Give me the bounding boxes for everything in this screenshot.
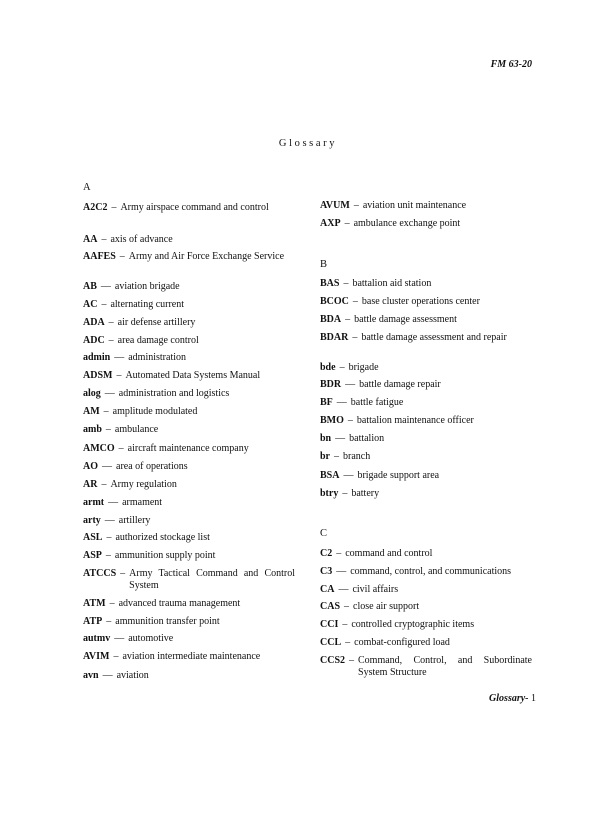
entry-definition: area damage control xyxy=(117,335,199,346)
entry-head xyxy=(320,488,351,499)
glossary-entry xyxy=(83,479,177,491)
entry-separator: — xyxy=(102,461,112,472)
entry-head xyxy=(320,218,354,229)
entry-definition: air defense artillery xyxy=(117,317,196,328)
entry-separator: – xyxy=(118,443,124,454)
entry-head xyxy=(320,451,343,462)
entry-definition: armament xyxy=(122,497,163,508)
entry-definition: command, control, and communications xyxy=(350,566,512,577)
entry-abbreviation: AVUM xyxy=(320,200,350,211)
entry-head xyxy=(83,352,128,363)
entry-separator: — xyxy=(336,566,347,577)
footer-label: Glossary- xyxy=(489,693,529,704)
entry-definition: base cluster operations center xyxy=(361,296,480,307)
entry-separator: – xyxy=(120,568,126,579)
entry-separator: — xyxy=(114,352,125,363)
entry-abbreviation: admin xyxy=(83,352,111,363)
entry-head xyxy=(83,461,116,472)
entry-separator: – xyxy=(111,202,117,213)
entry-head xyxy=(83,651,122,662)
entry-abbreviation: BMO xyxy=(320,415,344,426)
entry-definition: authorized stockage list xyxy=(115,532,210,543)
entry-head xyxy=(83,251,129,263)
entry-separator: – xyxy=(352,332,358,343)
entry-separator: – xyxy=(101,479,107,490)
entry-definition: administration xyxy=(128,352,187,363)
entry-abbreviation: BCOC xyxy=(320,296,349,307)
page-title: Glossary xyxy=(278,138,338,149)
entry-abbreviation: BDR xyxy=(320,379,342,390)
entry-head xyxy=(83,550,115,561)
entry-abbreviation: btry xyxy=(320,488,339,499)
entry-abbreviation: alog xyxy=(83,388,101,399)
entry-definition: administration and logistics xyxy=(118,388,230,399)
entry-head xyxy=(83,424,115,435)
entry-separator: — xyxy=(104,515,115,526)
glossary-entry xyxy=(83,335,199,347)
entry-abbreviation: ATP xyxy=(83,616,103,627)
entry-abbreviation: CAS xyxy=(320,601,341,612)
entry-abbreviation: bn xyxy=(320,433,332,444)
glossary-entry xyxy=(83,497,162,509)
entry-separator: – xyxy=(106,532,112,543)
entry-separator: – xyxy=(108,335,114,346)
entry-head xyxy=(83,406,113,417)
glossary-entry xyxy=(320,584,398,596)
entry-head xyxy=(320,296,362,307)
entry-definition: brigade xyxy=(348,362,379,373)
entry-head xyxy=(83,202,120,214)
glossary-entry xyxy=(83,651,260,663)
entry-head xyxy=(83,388,119,399)
entry-abbreviation: C2 xyxy=(320,548,333,559)
entry-head xyxy=(320,637,354,648)
glossary-entry xyxy=(83,281,180,293)
entry-definition: artillery xyxy=(118,515,151,526)
glossary-entry xyxy=(83,616,220,628)
entry-abbreviation: AA xyxy=(83,234,98,245)
entry-separator: – xyxy=(344,601,350,612)
entry-abbreviation: avn xyxy=(83,670,99,681)
entry-abbreviation: BSA xyxy=(320,470,340,481)
entry-definition: combat-configured load xyxy=(354,637,450,648)
entry-head xyxy=(320,584,352,595)
glossary-entry xyxy=(320,548,432,560)
entry-abbreviation: br xyxy=(320,451,330,462)
entry-separator: – xyxy=(352,296,358,307)
entry-definition: battalion xyxy=(349,433,385,444)
entry-definition: brigade support area xyxy=(357,470,440,481)
entry-abbreviation: ADA xyxy=(83,317,105,328)
entry-separator: – xyxy=(336,548,342,559)
glossary-entry xyxy=(320,470,439,482)
entry-abbreviation: ATCCS xyxy=(83,568,117,579)
entry-abbreviation: CCI xyxy=(320,619,339,630)
glossary-entry xyxy=(83,370,260,382)
entry-definition: command and control xyxy=(345,548,433,559)
entry-separator: – xyxy=(101,299,107,310)
glossary-entry xyxy=(320,433,384,445)
glossary-entry xyxy=(83,461,188,473)
entry-separator: — xyxy=(345,379,356,390)
entry-abbreviation: ADSM xyxy=(83,370,113,381)
entry-definition: battalion maintenance officer xyxy=(356,415,474,426)
glossary-entry xyxy=(83,550,215,562)
entry-abbreviation: BAS xyxy=(320,278,340,289)
entry-definition: close air support xyxy=(353,601,420,612)
entry-head xyxy=(83,515,119,526)
entry-separator: – xyxy=(339,362,345,373)
entry-head xyxy=(83,479,110,490)
entry-head xyxy=(320,601,353,612)
entry-definition: axis of advance xyxy=(110,234,173,245)
entry-separator: – xyxy=(342,488,348,499)
entry-head xyxy=(320,548,345,559)
entry-definition: aviation intermediate maintenance xyxy=(122,651,261,662)
glossary-entry xyxy=(320,296,480,308)
glossary-entry xyxy=(320,601,419,613)
entry-head xyxy=(83,234,110,245)
section-b-heading: B xyxy=(320,259,328,270)
page-number: 1 xyxy=(531,693,536,704)
glossary-entry xyxy=(83,234,173,246)
glossary-entry xyxy=(83,633,173,645)
glossary-entry xyxy=(83,568,295,592)
entry-separator: — xyxy=(104,388,115,399)
entry-separator: – xyxy=(103,406,109,417)
entry-abbreviation: ASL xyxy=(83,532,103,543)
glossary-entry xyxy=(83,317,195,329)
entry-separator: – xyxy=(345,637,351,648)
entry-head xyxy=(83,299,110,310)
entry-definition: alternating current xyxy=(110,299,185,310)
glossary-entry xyxy=(320,397,403,409)
entry-definition: aviation xyxy=(116,670,149,681)
glossary-entry xyxy=(320,619,474,631)
entry-head xyxy=(320,655,358,679)
entry-head xyxy=(320,397,351,408)
entry-head xyxy=(83,281,115,292)
entry-head xyxy=(83,633,128,644)
entry-separator: – xyxy=(108,317,114,328)
page-footer xyxy=(489,693,536,704)
entry-separator: – xyxy=(347,415,353,426)
entry-abbreviation: BDA xyxy=(320,314,342,325)
glossary-entry xyxy=(83,299,184,311)
glossary-entry xyxy=(83,515,150,527)
entry-abbreviation: AVIM xyxy=(83,651,110,662)
entry-head xyxy=(83,317,118,328)
glossary-entry xyxy=(83,443,249,455)
entry-head xyxy=(83,616,115,627)
entry-abbreviation: BDAR xyxy=(320,332,349,343)
section-a-heading: A xyxy=(83,182,91,193)
entry-abbreviation: AMCO xyxy=(83,443,115,454)
entry-separator: — xyxy=(338,584,349,595)
entry-definition: ambulance exchange point xyxy=(353,218,461,229)
entry-abbreviation: AR xyxy=(83,479,98,490)
entry-separator: – xyxy=(343,278,349,289)
glossary-entry xyxy=(83,532,210,544)
entry-abbreviation: AO xyxy=(83,461,98,472)
glossary-entry xyxy=(320,200,466,212)
entry-definition: branch xyxy=(343,451,371,462)
entry-abbreviation: BF xyxy=(320,397,333,408)
entry-head xyxy=(83,370,125,381)
entry-head xyxy=(320,332,361,344)
entry-separator: – xyxy=(101,234,107,245)
glossary-entry xyxy=(320,332,532,344)
glossary-entry xyxy=(320,415,474,427)
section-c-heading: C xyxy=(320,528,328,539)
glossary-entry xyxy=(320,637,450,649)
entry-head xyxy=(83,532,115,543)
entry-head xyxy=(83,670,117,681)
entry-abbreviation: amb xyxy=(83,424,102,435)
entry-separator: – xyxy=(106,616,112,627)
entry-head xyxy=(83,598,119,609)
entry-separator: – xyxy=(334,451,339,462)
entry-definition: Automated Data Systems Manual xyxy=(125,370,261,381)
glossary-entry xyxy=(83,406,197,418)
glossary-entry xyxy=(83,670,149,682)
glossary-entry xyxy=(320,451,370,463)
entry-separator: – xyxy=(345,314,351,325)
entry-definition: Command, Control, and Subordinate System Structure xyxy=(358,655,532,678)
entry-definition: battle damage assessment and repair xyxy=(361,332,507,343)
entry-head xyxy=(320,314,354,325)
entry-head xyxy=(83,443,128,454)
glossary-entry xyxy=(320,218,460,230)
entry-separator: — xyxy=(343,470,354,481)
entry-separator: – xyxy=(116,370,122,381)
entry-abbreviation: autmv xyxy=(83,633,111,644)
entry-definition: battle fatigue xyxy=(350,397,404,408)
entry-definition: civil affairs xyxy=(352,584,399,595)
glossary-entry xyxy=(83,202,295,214)
entry-abbreviation: AB xyxy=(83,281,97,292)
page-header: FM 63-20 xyxy=(490,59,532,70)
entry-abbreviation: AXP xyxy=(320,218,341,229)
entry-separator: – xyxy=(349,655,355,666)
glossary-entry xyxy=(320,362,379,374)
entry-abbreviation: CCL xyxy=(320,637,342,648)
entry-head xyxy=(320,415,357,426)
entry-definition: ammunition supply point xyxy=(114,550,216,561)
entry-abbreviation: CCS2 xyxy=(320,655,346,666)
entry-separator: – xyxy=(342,619,348,630)
entry-separator: – xyxy=(344,218,350,229)
entry-head xyxy=(320,200,363,211)
entry-abbreviation: ATM xyxy=(83,598,106,609)
glossary-entry xyxy=(320,655,532,679)
entry-abbreviation: arty xyxy=(83,515,101,526)
entry-separator: – xyxy=(109,598,115,609)
entry-abbreviation: A2C2 xyxy=(83,202,108,213)
entry-definition: advanced trauma management xyxy=(118,598,241,609)
glossary-entry xyxy=(83,352,186,364)
entry-separator: — xyxy=(336,397,347,408)
entry-head xyxy=(320,566,350,577)
entry-abbreviation: CA xyxy=(320,584,335,595)
entry-abbreviation: armt xyxy=(83,497,105,508)
entry-separator: — xyxy=(114,633,125,644)
entry-definition: battle damage repair xyxy=(359,379,441,390)
glossary-entry xyxy=(83,388,229,400)
entry-definition: aviation brigade xyxy=(114,281,180,292)
entry-abbreviation: AAFES xyxy=(83,251,116,262)
entry-head xyxy=(320,433,349,444)
entry-separator: – xyxy=(119,251,125,262)
entry-abbreviation: ADC xyxy=(83,335,105,346)
glossary-entry xyxy=(320,488,379,500)
entry-abbreviation: AC xyxy=(83,299,98,310)
entry-definition: controlled cryptographic items xyxy=(351,619,475,630)
entry-definition: Army airspace command and control xyxy=(120,202,269,213)
entry-abbreviation: ASP xyxy=(83,550,102,561)
entry-head xyxy=(320,619,351,630)
entry-definition: battery xyxy=(351,488,380,499)
entry-head xyxy=(83,568,129,592)
entry-definition: amplitude modulated xyxy=(112,406,198,417)
entry-definition: ammunition transfer point xyxy=(115,616,220,627)
entry-definition: area of operations xyxy=(116,461,188,472)
entry-separator: – xyxy=(105,550,111,561)
entry-separator: — xyxy=(108,497,119,508)
entry-abbreviation: AM xyxy=(83,406,100,417)
entry-definition: aviation unit maintenance xyxy=(362,200,467,211)
glossary-entry xyxy=(320,278,431,290)
entry-definition: Army Tactical Command and Control System xyxy=(129,568,295,591)
entry-definition: Army regulation xyxy=(110,479,177,490)
entry-definition: aircraft maintenance company xyxy=(127,443,249,454)
entry-head xyxy=(320,362,349,373)
glossary-entry xyxy=(83,424,158,436)
glossary-entry xyxy=(320,379,441,391)
entry-separator: – xyxy=(113,651,119,662)
glossary-entry xyxy=(83,598,240,610)
entry-separator: — xyxy=(335,433,346,444)
entry-definition: Army and Air Force Exchange Service xyxy=(128,251,285,262)
entry-separator: — xyxy=(102,670,113,681)
glossary-entry xyxy=(83,251,295,263)
glossary-entry xyxy=(320,566,511,578)
entry-head xyxy=(320,278,352,289)
entry-abbreviation: C3 xyxy=(320,566,333,577)
entry-separator: – xyxy=(105,424,111,435)
entry-separator: – xyxy=(353,200,359,211)
entry-head xyxy=(320,379,359,390)
entry-definition: battle damage assessment xyxy=(354,314,457,325)
entry-definition: battalion aid station xyxy=(352,278,432,289)
entry-definition: ambulance xyxy=(114,424,159,435)
entry-head xyxy=(83,335,118,346)
entry-head xyxy=(83,497,122,508)
glossary-entry xyxy=(320,314,457,326)
entry-separator: — xyxy=(100,281,111,292)
entry-definition: automotive xyxy=(128,633,174,644)
entry-abbreviation: bde xyxy=(320,362,336,373)
entry-head xyxy=(320,470,357,481)
